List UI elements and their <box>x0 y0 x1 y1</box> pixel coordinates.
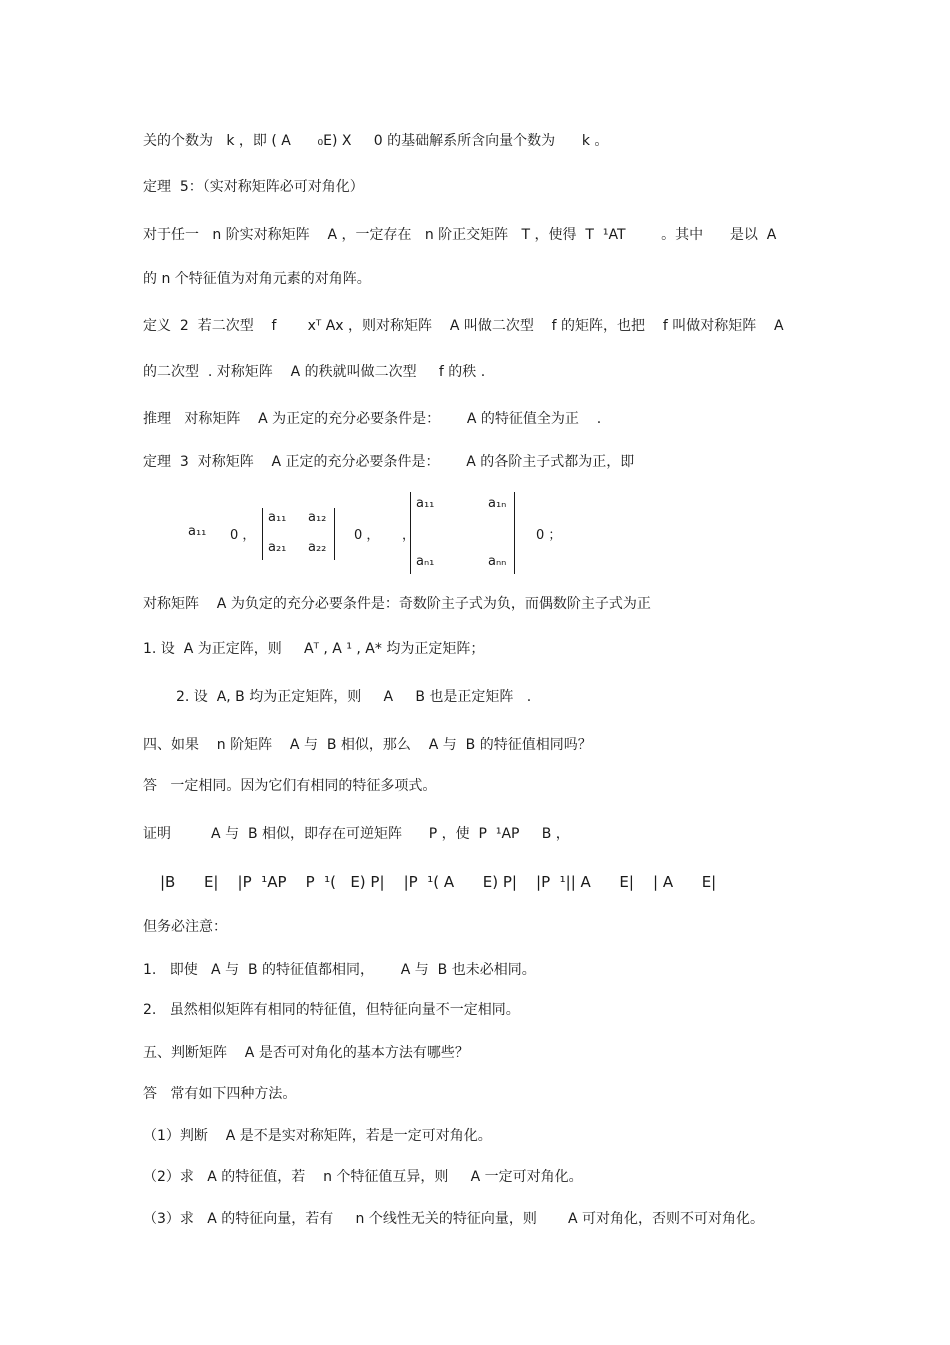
theorem-5-heading: 定理 5：（实对称矩阵必可对角化） <box>143 179 364 195</box>
method-3: （3）求 A 的特征向量，若有 n 个线性无关的特征向量，则 A 可对角化，否则不可对角化。 <box>143 1211 765 1227</box>
definition-2: 定义 2 若二次型 f xᵀ Ax ，则对称矩阵 A 叫做二次型 f 的矩阵，也把 f 叫做对称矩阵 A <box>143 318 784 334</box>
property-2: 2. 设 A, B 均为正定矩阵，则 A B 也是正定矩阵 . <box>176 689 532 705</box>
method-2: （2）求 A 的特征值，若 n 个特征值互异，则 A 一定可对角化。 <box>143 1169 583 1185</box>
text-line-6: 的二次型 . 对称矩阵 A 的秩就叫做二次型 f 的秩 . <box>143 364 486 380</box>
property-1: 1. 设 A 为正定阵，则 Aᵀ , A ¹ , A* 均为正定矩阵； <box>143 641 485 657</box>
text-line-4: 的 n 个特征值为对角元素的对角阵。 <box>143 271 371 287</box>
minor-1-comparison: 0 ， <box>230 528 256 543</box>
answer-5: 答 常有如下四种方法。 <box>143 1086 297 1102</box>
question-4: 四、如果 n 阶矩阵 A 与 B 相似，那么 A 与 B 的特征值相同吗？ <box>143 737 592 753</box>
minor-n-right-bar <box>514 492 515 574</box>
minor-n-a1n: a₁ₙ <box>488 496 507 511</box>
minor-2-comparison: 0 ， <box>354 528 380 543</box>
theorem-3: 定理 3 对称矩阵 A 正定的充分必要条件是： A 的各阶主子式都为正，即 <box>143 454 635 470</box>
note-heading: 但务必注意： <box>143 919 227 935</box>
minor-n-left-bar <box>410 492 411 574</box>
minor-1-entry: a₁₁ <box>188 524 207 539</box>
minor-n-ann: aₙₙ <box>488 554 507 569</box>
note-2: 2. 虽然相似矩阵有相同的特征值，但特征向量不一定相同。 <box>143 1002 520 1018</box>
answer-4: 答 一定相同。因为它们有相同的特征多项式。 <box>143 778 437 794</box>
minor-2-a12: a₁₂ <box>308 510 327 525</box>
minor-2-a21: a₂₁ <box>268 540 287 555</box>
note-1: 1. 即使 A 与 B 的特征值都相同， A 与 B 也未必相同。 <box>143 962 536 978</box>
minor-2-left-bar <box>262 508 263 560</box>
minor-n-comparison: 0 ； <box>536 528 562 543</box>
minor-2-a11: a₁₁ <box>268 510 287 525</box>
proof-line: 证明 A 与 B 相似，即存在可逆矩阵 P ，使 P ¹AP B ， <box>143 826 570 842</box>
corollary: 推理 对称矩阵 A 为正定的充分必要条件是： A 的特征值全为正 . <box>143 411 602 427</box>
minor-2-right-bar <box>334 508 335 560</box>
minor-2-a22: a₂₂ <box>308 540 327 555</box>
method-1: （1）判断 A 是不是实对称矩阵，若是一定可对角化。 <box>143 1128 492 1144</box>
leading-principal-minors <box>188 488 608 578</box>
minor-n-a11: a₁₁ <box>416 496 435 511</box>
minor-n-an1: aₙ₁ <box>416 554 435 569</box>
negative-definite-condition: 对称矩阵 A 为负定的充分必要条件是：奇数阶主子式为负，而偶数阶主子式为正 <box>143 596 651 612</box>
question-5: 五、判断矩阵 A 是否可对角化的基本方法有哪些？ <box>143 1045 469 1061</box>
ellipsis-separator: ， <box>402 528 416 543</box>
text-line-3: 对于任一 n 阶实对称矩阵 A ，一定存在 n 阶正交矩阵 T ，使得 T ¹AT 。其中 是以 A <box>143 227 777 243</box>
determinant-equation: |B E| |P ¹AP P ¹( E) P| |P ¹( A E) P| |P ¹|| A E| | A E| <box>160 873 717 891</box>
text-line-1: 关的个数为 k ，即 ( A ₀E) X 0 的基础解系所含向量个数为 k 。 <box>143 133 609 149</box>
